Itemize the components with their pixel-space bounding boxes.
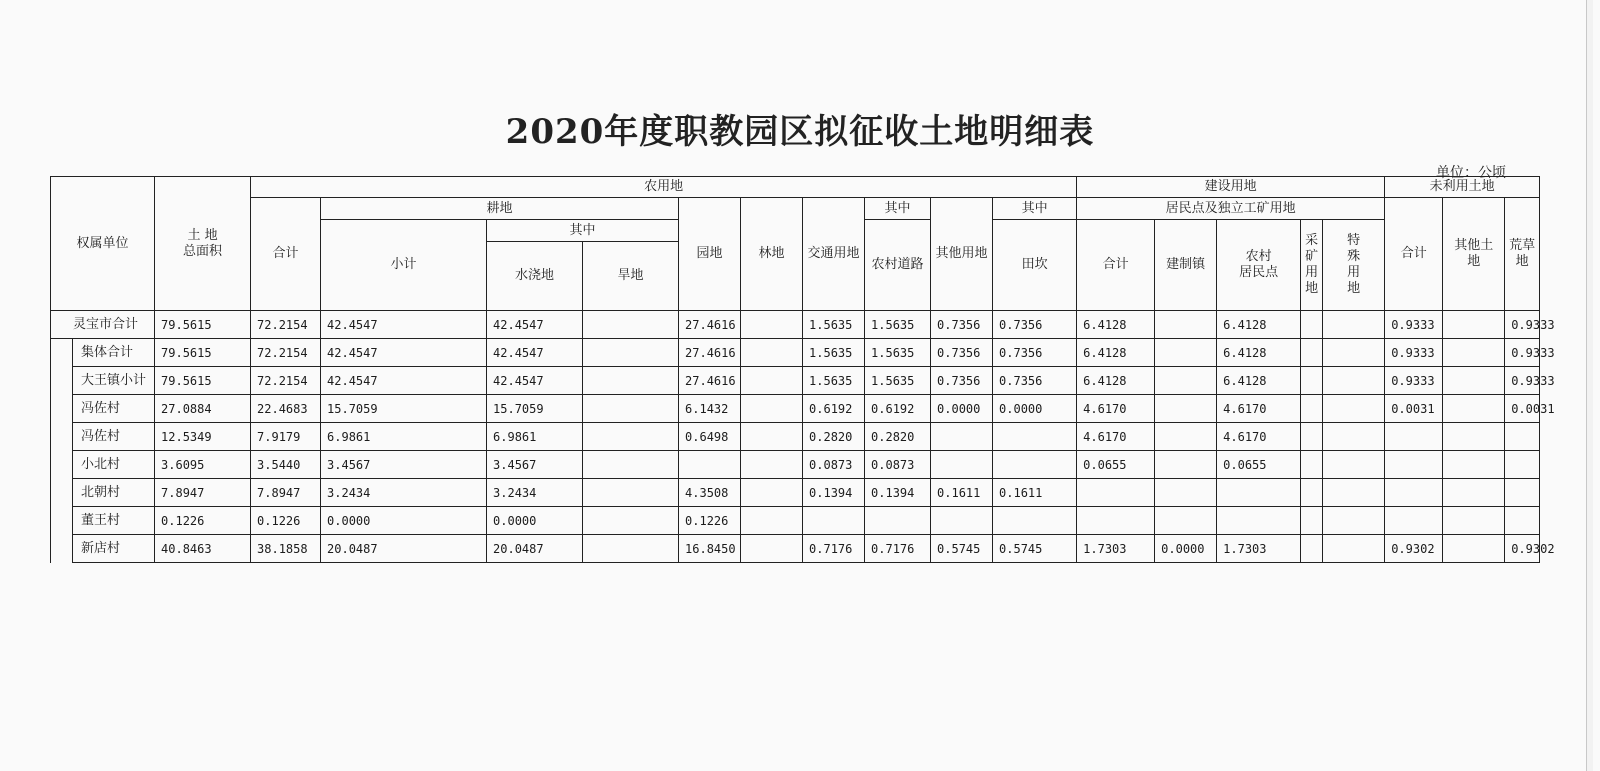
header-con-total: 合计 [1077,220,1155,311]
value-cell: 6.4128 [1217,339,1301,367]
value-cell [1323,507,1385,535]
value-cell: 15.7059 [487,395,583,423]
header-irrigated: 水浇地 [487,242,583,311]
value-cell [1155,479,1217,507]
header-cultivated: 耕地 [321,198,679,220]
value-cell [583,451,679,479]
value-cell [1385,479,1443,507]
value-cell: 42.4547 [321,311,487,339]
value-cell [741,507,803,535]
value-cell: 1.5635 [803,339,865,367]
value-cell: 1.7303 [1217,535,1301,563]
value-cell [1443,423,1505,451]
value-cell: 3.6095 [155,451,251,479]
table-row [51,479,1540,507]
value-cell: 20.0487 [321,535,487,563]
header-unused-total: 合计 [1385,198,1443,311]
owner-unit-cell: 新店村 [73,535,155,563]
table-row [51,507,1540,535]
indent-spacer [51,395,73,423]
value-cell: 0.6498 [679,423,741,451]
value-cell [993,507,1077,535]
value-cell [583,311,679,339]
value-cell [741,423,803,451]
value-cell [865,507,931,535]
value-cell: 6.9861 [487,423,583,451]
value-cell: 42.4547 [321,367,487,395]
value-cell [1323,367,1385,395]
value-cell [1323,311,1385,339]
value-cell: 1.7303 [1077,535,1155,563]
value-cell [1443,479,1505,507]
value-cell: 0.7356 [993,311,1077,339]
header-grassland: 荒草地 [1505,198,1540,311]
value-cell: 0.1226 [251,507,321,535]
value-cell: 0.7176 [803,535,865,563]
value-cell: 0.7176 [865,535,931,563]
value-cell: 0.0000 [1155,535,1217,563]
value-cell [1443,395,1505,423]
value-cell [583,479,679,507]
value-cell [741,479,803,507]
value-cell [1155,311,1217,339]
value-cell [741,395,803,423]
header-cult-of-which: 其中 [487,220,679,242]
value-cell: 0.6192 [865,395,931,423]
indent-spacer [51,451,73,479]
value-cell: 0.1226 [679,507,741,535]
header-agri-total: 合计 [251,198,321,311]
value-cell: 0.0873 [865,451,931,479]
value-cell: 6.4128 [1077,339,1155,367]
value-cell [1077,479,1155,507]
value-cell [741,451,803,479]
value-cell [993,451,1077,479]
table-row [51,339,1540,367]
value-cell [679,451,741,479]
value-cell: 1.5635 [865,311,931,339]
value-cell [583,507,679,535]
value-cell: 0.9333 [1505,311,1540,339]
value-cell: 0.0000 [487,507,583,535]
value-cell: 4.6170 [1217,423,1301,451]
value-cell [1443,367,1505,395]
value-cell [1505,507,1540,535]
value-cell: 3.4567 [321,451,487,479]
value-cell: 0.9333 [1385,367,1443,395]
value-cell: 3.2434 [487,479,583,507]
header-unused-land: 未利用土地 [1385,177,1540,198]
header-transport: 交通用地 [803,198,865,311]
value-cell: 6.4128 [1077,367,1155,395]
value-cell: 7.9179 [251,423,321,451]
value-cell: 1.5635 [803,311,865,339]
header-construction-land: 建设用地 [1077,177,1385,198]
value-cell [1385,507,1443,535]
value-cell [1217,507,1301,535]
value-cell: 6.4128 [1217,311,1301,339]
value-cell: 1.5635 [865,367,931,395]
value-cell: 0.1394 [803,479,865,507]
value-cell: 0.9302 [1385,535,1443,563]
value-cell: 0.7356 [993,367,1077,395]
value-cell: 42.4547 [487,311,583,339]
value-cell: 42.4547 [487,367,583,395]
value-cell [931,507,993,535]
value-cell [1301,479,1323,507]
value-cell: 6.9861 [321,423,487,451]
value-cell: 27.4616 [679,311,741,339]
value-cell [1155,367,1217,395]
value-cell [1443,451,1505,479]
value-cell: 0.0655 [1077,451,1155,479]
header-other-of-which: 其中 [993,198,1077,220]
indent-spacer [51,479,73,507]
value-cell [1077,507,1155,535]
value-cell: 72.2154 [251,339,321,367]
value-cell [1301,311,1323,339]
value-cell: 0.1226 [155,507,251,535]
value-cell [1301,507,1323,535]
value-cell [1301,423,1323,451]
value-cell: 20.0487 [487,535,583,563]
indent-spacer [51,339,73,367]
header-transport-of-which: 其中 [865,198,931,220]
value-cell [1323,395,1385,423]
value-cell: 22.4683 [251,395,321,423]
owner-unit-cell: 大王镇小计 [73,367,155,395]
value-cell [1443,535,1505,563]
table-row [51,423,1540,451]
value-cell: 0.2820 [865,423,931,451]
table-row [51,451,1540,479]
indent-spacer [51,535,73,563]
table-row [51,367,1540,395]
value-cell: 0.0031 [1505,395,1540,423]
value-cell: 27.4616 [679,367,741,395]
value-cell: 38.1858 [251,535,321,563]
value-cell: 6.4128 [1077,311,1155,339]
indent-spacer [51,507,73,535]
value-cell: 42.4547 [321,339,487,367]
value-cell [1155,395,1217,423]
value-cell [583,339,679,367]
value-cell [1155,423,1217,451]
value-cell: 4.3508 [679,479,741,507]
value-cell [1505,423,1540,451]
value-cell: 0.7356 [931,367,993,395]
value-cell [1155,451,1217,479]
value-cell: 6.1432 [679,395,741,423]
value-cell: 4.6170 [1077,395,1155,423]
value-cell: 0.9333 [1385,311,1443,339]
header-total-area: 土 地 总面积 [155,177,251,311]
owner-unit-cell: 集体合计 [73,339,155,367]
value-cell [741,311,803,339]
value-cell: 3.2434 [321,479,487,507]
value-cell [1155,339,1217,367]
value-cell [993,423,1077,451]
header-garden: 园地 [679,198,741,311]
table-row [51,535,1540,563]
value-cell: 16.8450 [679,535,741,563]
value-cell: 4.6170 [1217,395,1301,423]
value-cell: 0.1611 [931,479,993,507]
header-forest: 林地 [741,198,803,311]
value-cell: 7.8947 [155,479,251,507]
header-mining: 采矿用地 [1301,220,1323,311]
value-cell: 0.0655 [1217,451,1301,479]
value-cell [583,395,679,423]
owner-unit-cell: 董王村 [73,507,155,535]
header-special-land: 特 殊 用 地 [1323,220,1385,311]
value-cell: 0.7356 [931,311,993,339]
value-cell: 0.5745 [993,535,1077,563]
value-cell [1301,535,1323,563]
value-cell [1301,367,1323,395]
value-cell [741,339,803,367]
value-cell: 79.5615 [155,367,251,395]
value-cell [1443,339,1505,367]
owner-unit-cell: 冯佐村 [73,423,155,451]
header-village-road: 农村道路 [865,220,931,311]
document-title: 2020年度职教园区拟征收土地明细表 [505,112,1095,152]
value-cell: 0.0000 [931,395,993,423]
value-cell [741,535,803,563]
value-cell: 0.9333 [1505,339,1540,367]
value-cell [1301,451,1323,479]
value-cell [1323,535,1385,563]
table-body [51,311,1555,563]
header-field-ridge: 田坎 [993,220,1077,311]
table-row [51,395,1540,423]
value-cell: 6.4128 [1217,367,1301,395]
header-other-use: 其他用地 [931,198,993,311]
value-cell: 4.6170 [1077,423,1155,451]
indent-spacer [51,367,73,395]
header-owner-unit: 权属单位 [51,177,155,311]
header-agricultural-land: 农用地 [251,177,1077,198]
unit-note: 单位：公顷 [1436,165,1506,181]
value-cell: 0.7356 [931,339,993,367]
header-other-land: 其他土 地 [1443,198,1505,311]
value-cell: 0.0000 [993,395,1077,423]
owner-unit-cell: 冯佐村 [73,395,155,423]
value-cell: 1.5635 [865,339,931,367]
value-cell: 79.5615 [155,339,251,367]
value-cell: 1.5635 [803,367,865,395]
value-cell: 0.5745 [931,535,993,563]
value-cell [1301,395,1323,423]
header-residential-mining: 居民点及独立工矿用地 [1077,198,1385,220]
value-cell [583,367,679,395]
value-cell [1155,507,1217,535]
value-cell [1443,311,1505,339]
owner-unit-cell: 灵宝市合计 [51,311,155,339]
header-dry: 旱地 [583,242,679,311]
value-cell [1385,451,1443,479]
header-cult-subtotal: 小计 [321,220,487,311]
value-cell: 0.0000 [321,507,487,535]
value-cell [1505,479,1540,507]
value-cell: 0.1394 [865,479,931,507]
header-town: 建制镇 [1155,220,1217,311]
value-cell: 0.2820 [803,423,865,451]
value-cell [1443,507,1505,535]
value-cell [741,367,803,395]
value-cell: 27.4616 [679,339,741,367]
header-rural-residential: 农村 居民点 [1217,220,1301,311]
value-cell: 0.1611 [993,479,1077,507]
table-row [51,311,1540,339]
owner-unit-cell: 北朝村 [73,479,155,507]
value-cell [1217,479,1301,507]
value-cell: 0.9333 [1385,339,1443,367]
value-cell: 0.0873 [803,451,865,479]
value-cell [931,451,993,479]
value-cell: 0.9302 [1505,535,1540,563]
value-cell: 40.8463 [155,535,251,563]
value-cell: 3.5440 [251,451,321,479]
value-cell: 3.4567 [487,451,583,479]
value-cell [1505,451,1540,479]
value-cell [1323,479,1385,507]
value-cell: 79.5615 [155,311,251,339]
value-cell: 72.2154 [251,367,321,395]
value-cell [583,535,679,563]
value-cell [583,423,679,451]
value-cell: 0.6192 [803,395,865,423]
value-cell: 72.2154 [251,311,321,339]
indent-spacer [51,423,73,451]
value-cell [1385,423,1443,451]
value-cell [803,507,865,535]
value-cell: 27.0884 [155,395,251,423]
value-cell [1301,339,1323,367]
value-cell [1323,339,1385,367]
value-cell: 0.9333 [1505,367,1540,395]
value-cell [1323,451,1385,479]
value-cell: 42.4547 [487,339,583,367]
value-cell: 15.7059 [321,395,487,423]
value-cell: 12.5349 [155,423,251,451]
land-detail-table [50,176,1555,563]
value-cell: 0.7356 [993,339,1077,367]
owner-unit-cell: 小北村 [73,451,155,479]
value-cell [931,423,993,451]
value-cell [1323,423,1385,451]
value-cell: 7.8947 [251,479,321,507]
value-cell: 0.0031 [1385,395,1443,423]
